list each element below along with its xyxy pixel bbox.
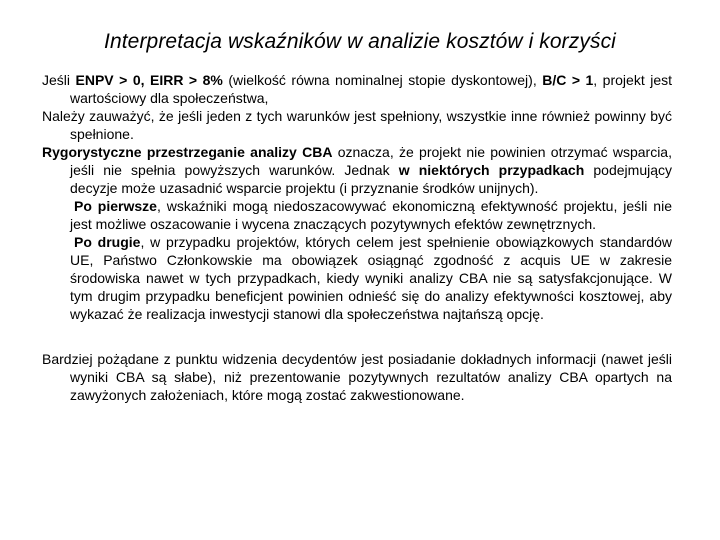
paragraph-first-reason bbox=[42, 197, 672, 233]
paragraph-rigorous-cba bbox=[42, 143, 672, 197]
bold-rigorous-cba: Rygorystyczne przestrzeganie analizy CBA bbox=[42, 144, 333, 160]
text-segment: , wskaźniki mogą niedoszacowywać ekonomiczną efektywność projektu, jeśli nie jest możliwe oszacowanie i wycena znaczących pozytywnych efektów zewnętrznych. bbox=[70, 198, 672, 232]
text-segment: podejmujący decyzje może uzasadnić wsparcie projektu (i przyznanie środków unijnych). bbox=[70, 162, 672, 196]
text-segment: oznacza, że projekt nie powinien otrzymać wsparcia, jeśli nie spełnia powyższych warunków. Jednak bbox=[70, 144, 672, 178]
spacer bbox=[42, 323, 672, 350]
paragraph-indicators bbox=[42, 71, 672, 107]
text-segment: , w przypadku projektów, których celem jest spełnienie obowiązkowych standardów UE, Państwo Członkowskie ma obowiązek osiągnąć zgodność z acquis UE w zakresie środowiska nawet w tych przypadkach, kiedy wyniki analizy CBA nie są satysfakcjonujące. W tym drugim przypadku beneficjent powinien odnieść się do analizy efektywności kosztowej, aby wykazać że realizacja inwestycji stanowi dla społeczeństwa najtańszą opcję. bbox=[70, 234, 672, 322]
text-segment: Należy zauważyć, że jeśli jeden z tych warunków jest spełniony, wszystkie inne również powinny być spełnione. bbox=[42, 108, 672, 142]
paragraph-note bbox=[42, 107, 672, 143]
text-segment: Jeśli bbox=[42, 72, 76, 88]
slide-body bbox=[42, 71, 672, 404]
text-segment: (wielkość równa nominalnej stopie dyskontowej), bbox=[222, 72, 543, 88]
text-segment: , projekt jest wartościowy dla społeczeństwa, bbox=[70, 72, 672, 106]
bold-second: Po drugie bbox=[74, 234, 141, 250]
bold-first: Po pierwsze bbox=[74, 198, 157, 214]
bold-criteria-bc: B/C > 1 bbox=[542, 72, 594, 88]
paragraph-conclusion bbox=[42, 350, 672, 404]
slide-title: Interpretacja wskaźników w analizie kosztów i korzyści bbox=[104, 30, 616, 53]
bold-criteria-enpv-eirr: ENPV > 0, EIRR > 8% bbox=[75, 72, 223, 88]
text-segment: Bardziej pożądane z punktu widzenia decydentów jest posiadanie dokładnych informacji (nawet jeśli wyniki CBA są słabe), niż prezentowanie pozytywnych rezultatów analizy CBA opartych na zawyżonych założeniach, które mogą zostać zakwestionowane. bbox=[42, 351, 672, 403]
bold-some-cases: w niektórych przypadkach bbox=[398, 162, 585, 178]
paragraph-second-reason bbox=[42, 233, 672, 323]
